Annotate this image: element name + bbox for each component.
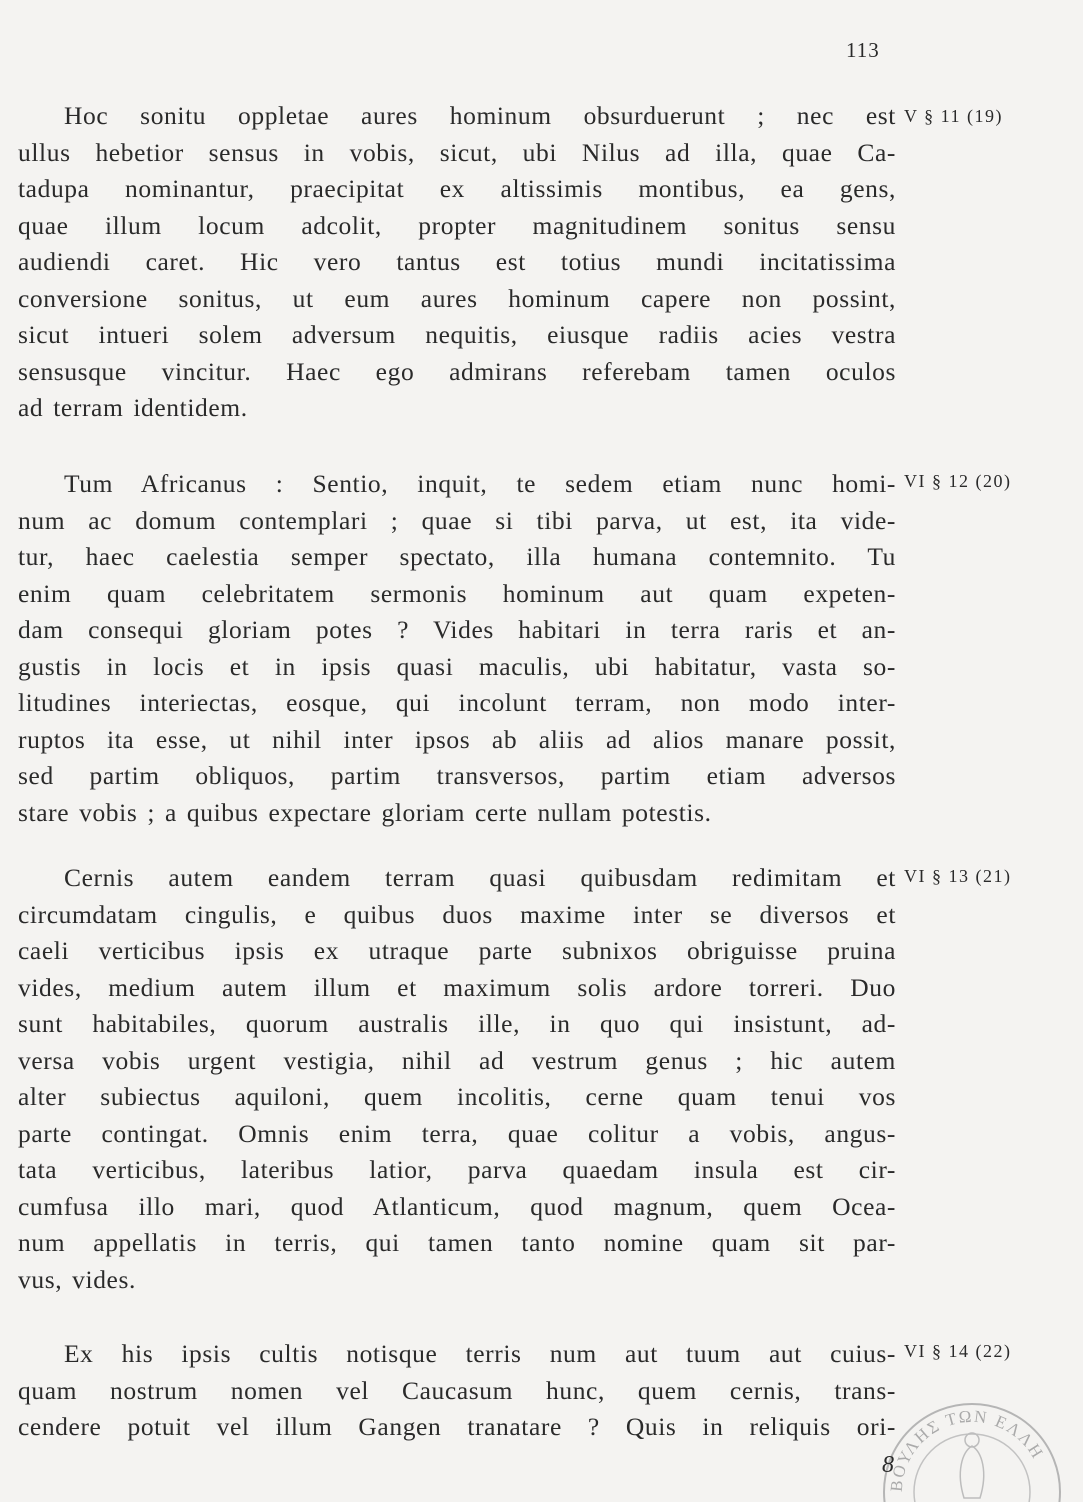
text-line: alter subiectus aquiloni, quem incolitis, cerne quam tenui vos <box>18 1082 896 1111</box>
paragraph-2 <box>18 466 896 831</box>
text-line: versa vobis urgent vestigia, nihil ad vestrum genus ; hic autem <box>18 1045 896 1075</box>
text-line: parte contingat. Omnis enim terra, quae colitur a vobis, angus- <box>18 1118 896 1148</box>
text-line: dam consequi gloriam potes ? Vides habitari in terra raris et an- <box>18 615 896 644</box>
paragraph-4 <box>18 1336 896 1446</box>
text-line: sunt habitabiles, quorum australis ille, in quo qui insistunt, ad- <box>18 1009 896 1038</box>
text-line: circumdatam cingulis, e quibus duos maxime inter se diversos et <box>18 899 896 929</box>
text-line: ad terram identidem. <box>18 393 248 422</box>
text-line: vides, medium autem illum et maximum solis ardore torreri. Duo <box>18 972 896 1002</box>
text-line: vus, vides. <box>18 1264 136 1294</box>
text-line: enim quam celebritatem sermonis hominum aut quam expeten- <box>18 578 896 608</box>
section-reference: VI § 12 (20) <box>904 471 1012 491</box>
text-line: cumfusa illo mari, quod Atlanticum, quod magnum, quem Ocea- <box>18 1191 896 1221</box>
text-line: ullus hebetior sensus in vobis, sicut, ubi Nilus ad illa, quae Ca- <box>18 137 896 167</box>
text-line: quam nostrum nomen vel Caucasum hunc, quem cernis, trans- <box>18 1375 896 1405</box>
text-line: tur, haec caelestia semper spectato, illa humana contemnito. Tu <box>18 542 896 571</box>
text-line: litudines interiectas, eosque, qui incolunt terram, non modo inter- <box>18 688 896 717</box>
section-reference: VI § 13 (21) <box>904 866 1012 886</box>
text-line: Cernis autem eandem terram quasi quibusdam redimitam et <box>64 863 896 892</box>
text-line: sicut intueri solem adversum nequitis, eiusque radiis acies vestra <box>18 320 896 349</box>
text-line: num ac domum contemplari ; quae si tibi parva, ut est, ita vide- <box>18 505 896 535</box>
text-line: cendere potuit vel illum Gangen tranatare ? Quis in reliquis ori- <box>18 1412 896 1441</box>
text-line: sed partim obliquos, partim transversos, partim etiam adversos <box>18 761 896 790</box>
text-line: Tum Africanus : Sentio, inquit, te sedem etiam nunc homi- <box>64 469 896 498</box>
page-number: 113 <box>846 38 880 62</box>
text-line: ruptos ita esse, ut nihil inter ipsos ab aliis ad alios manare possit, <box>18 724 896 754</box>
stamp-text: ΒΟΥΛΗΣ ΤΩΝ ΕΛΛΗ <box>886 1406 1048 1493</box>
text-line: tadupa nominantur, praecipitat ex altissimis montibus, ea gens, <box>18 174 896 203</box>
text-line: quae illum locum adcolit, propter magnitudinem sonitus sensu <box>18 210 896 240</box>
library-stamp <box>872 1352 1082 1502</box>
text-line: stare vobis ; a quibus expectare gloriam certe nullam potestis. <box>18 797 712 827</box>
text-line: Hoc sonitu oppletae aures hominum obsurduerunt ; nec est <box>64 101 896 130</box>
text-line: conversione sonitus, ut eum aures hominum capere non possint, <box>18 283 896 313</box>
paragraph-1 <box>18 98 896 427</box>
signature-mark: 8 <box>882 1452 894 1478</box>
text-line: num appellatis in terris, qui tamen tanto nomine quam sit par- <box>18 1228 896 1257</box>
text-line: Ex his ipsis cultis notisque terris num aut tuum aut cuius- <box>64 1339 896 1368</box>
text-line: sensusque vincitur. Haec ego admirans referebam tamen oculos <box>18 356 896 386</box>
section-reference: V § 11 (19) <box>904 106 1003 126</box>
text-line: gustis in locis et in ipsis quasi maculis, ubi habitatur, vasta so- <box>18 651 896 681</box>
paragraph-3 <box>18 860 896 1298</box>
text-line: audiendi caret. Hic vero tantus est totius mundi incitatissima <box>18 247 896 276</box>
section-reference: VI § 14 (22) <box>904 1341 1012 1361</box>
text-line: caeli verticibus ipsis ex utraque parte subnixos obriguisse pruina <box>18 936 896 965</box>
text-line: tata verticibus, lateribus latior, parva quaedam insula est cir- <box>18 1155 896 1184</box>
